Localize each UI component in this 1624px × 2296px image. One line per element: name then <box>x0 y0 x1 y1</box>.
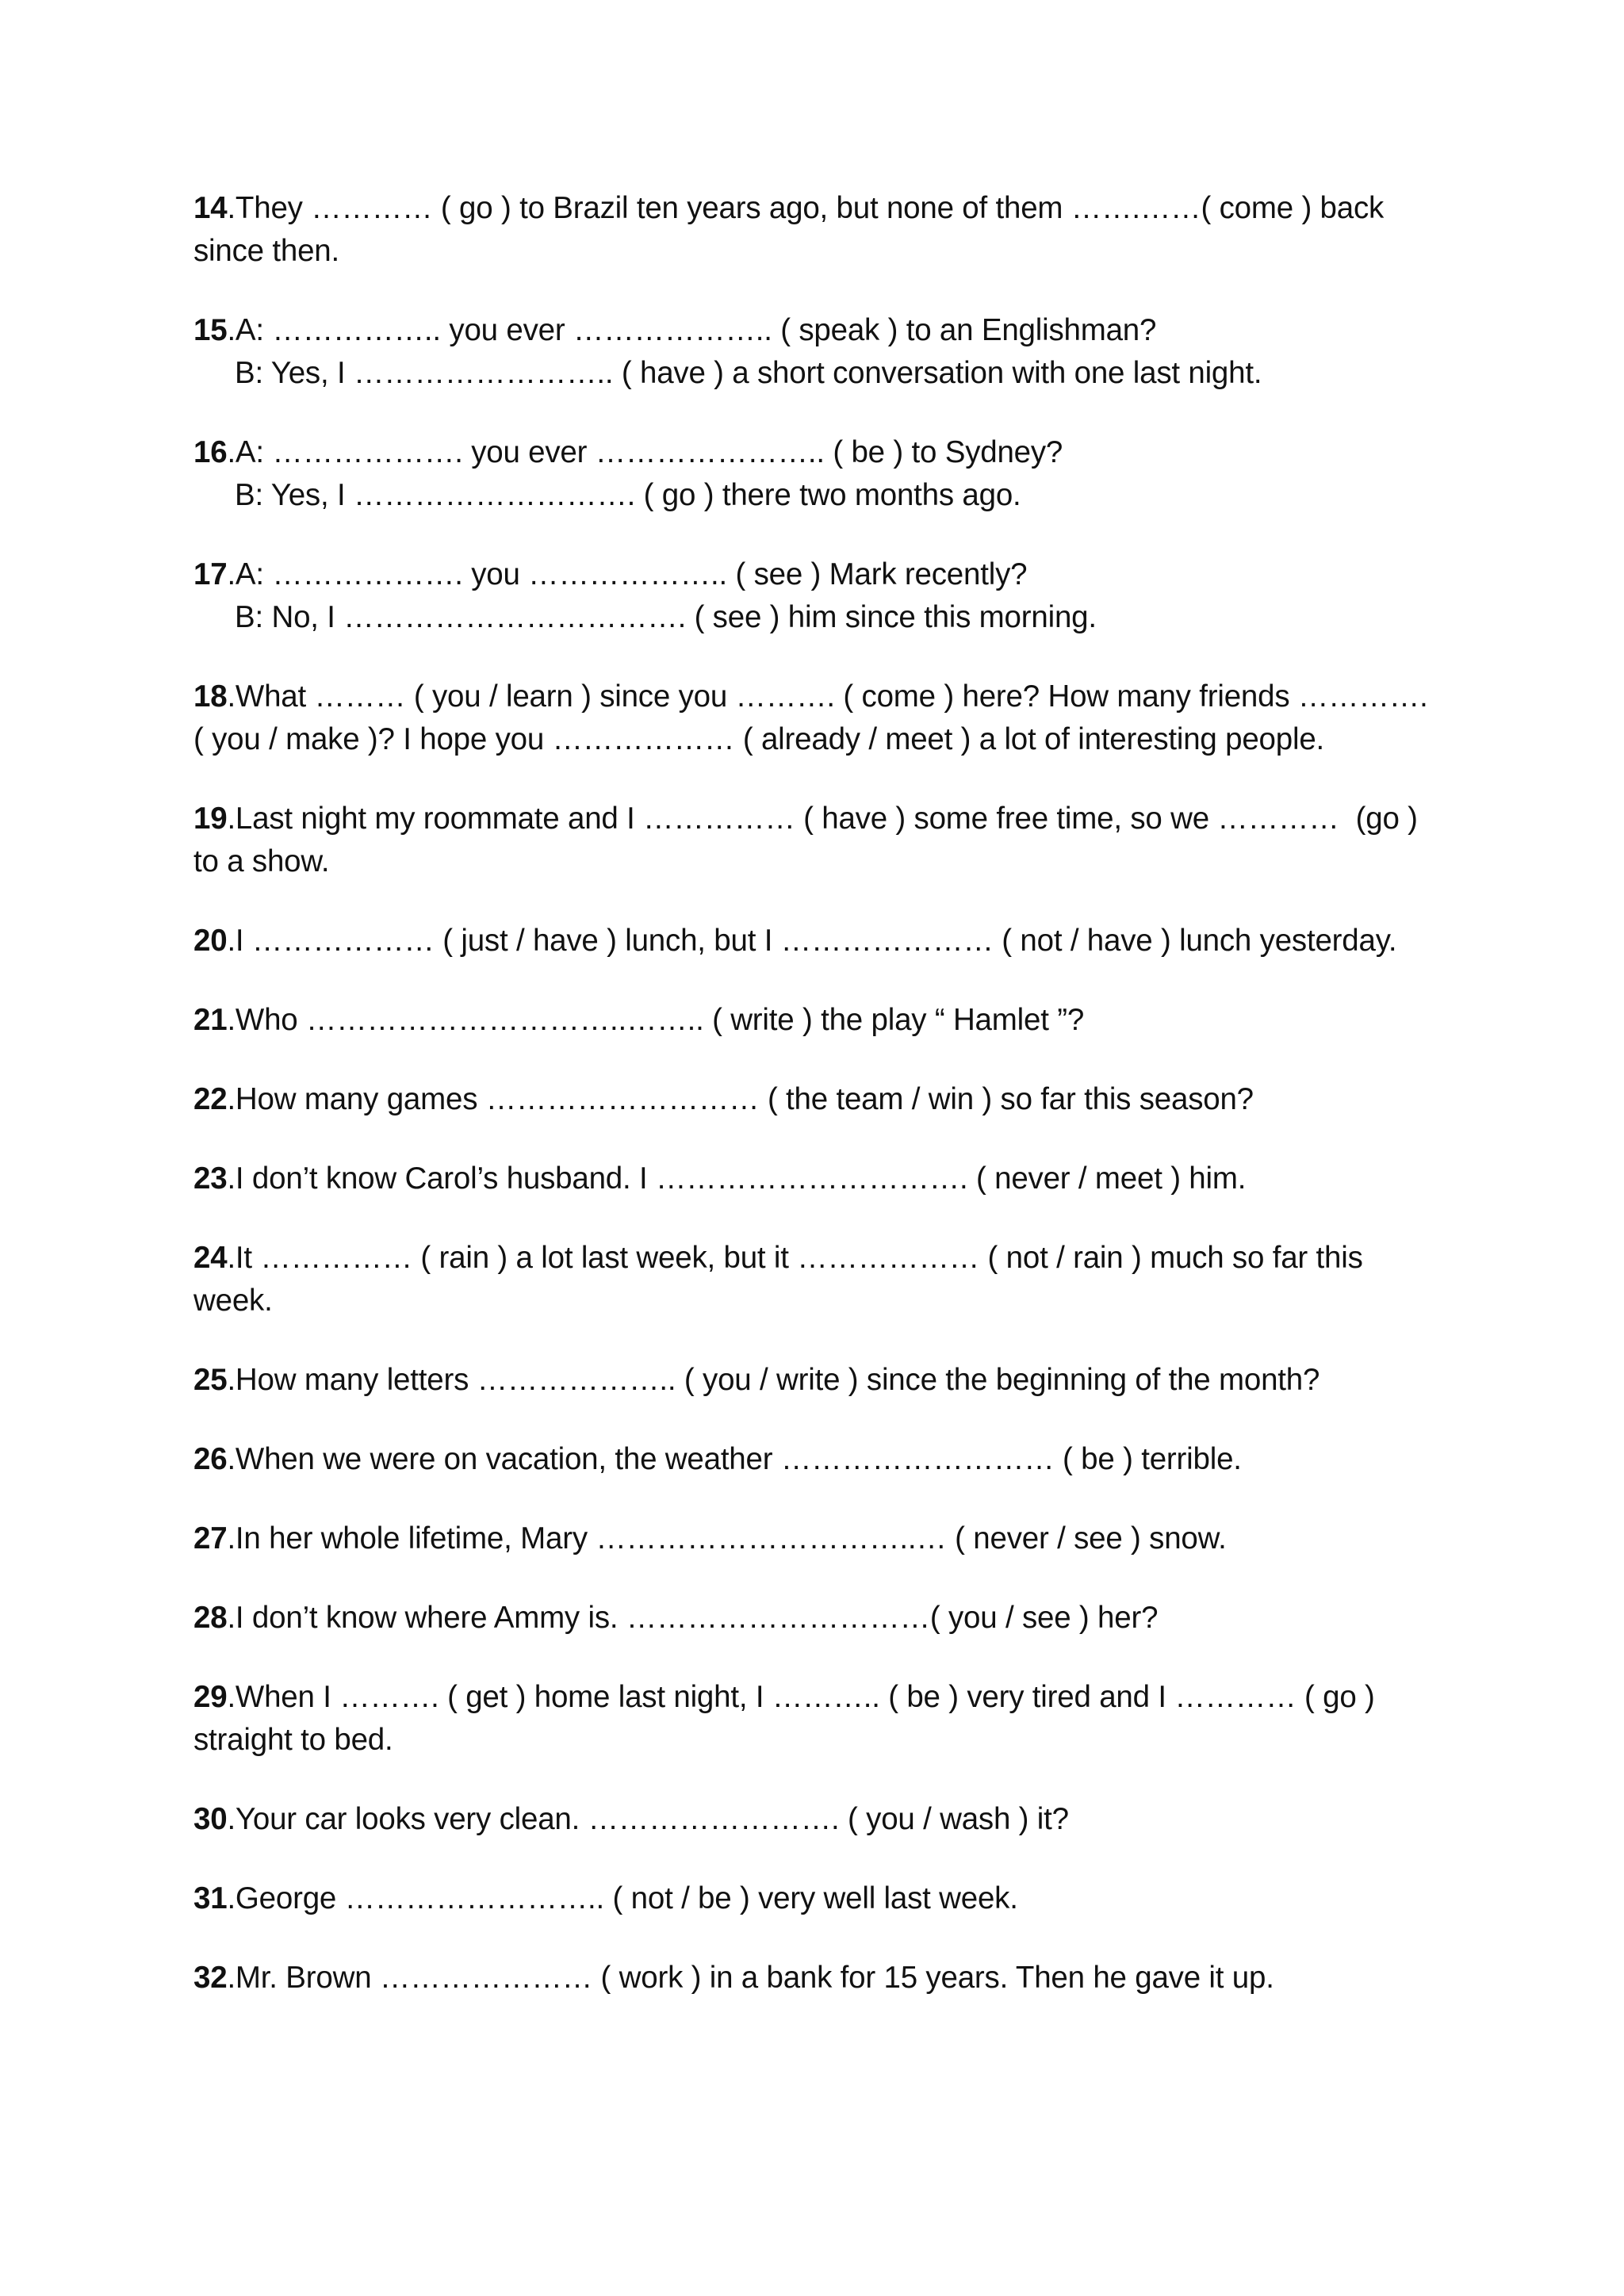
exercise-item <box>193 309 1462 395</box>
exercise-line <box>193 1359 1462 1402</box>
exercise-number: 14 <box>193 191 228 225</box>
exercise-text: .A: ………………. you ever ………………….. ( be ) to Sydney? <box>227 435 1063 469</box>
exercise-text: B: Yes, I ………………………. ( go ) there two months ago. <box>235 478 1021 512</box>
exercise-item <box>193 1237 1462 1322</box>
exercise-number: 25 <box>193 1363 228 1397</box>
exercise-text: straight to bed. <box>193 1723 393 1757</box>
exercise-text: .In her whole lifetime, Mary …………………………..… ( never / see ) snow. <box>227 1521 1227 1556</box>
exercise-number: 23 <box>193 1161 228 1196</box>
exercise-line <box>193 1957 1462 1999</box>
exercise-line <box>193 1877 1462 1920</box>
exercise-item <box>193 1877 1462 1920</box>
exercise-line <box>193 1438 1462 1481</box>
exercise-number: 31 <box>193 1881 228 1915</box>
exercise-text: .Mr. Brown ………………… ( work ) in a bank for 15 years. Then he gave it up. <box>227 1961 1274 1995</box>
exercise-item <box>193 999 1462 1042</box>
exercise-line <box>193 474 1462 517</box>
exercise-text: .It …………… ( rain ) a lot last week, but it ……………… ( not / rain ) much so far this <box>227 1241 1363 1275</box>
exercise-number: 27 <box>193 1521 228 1556</box>
exercise-line <box>193 1517 1462 1560</box>
exercise-item <box>193 675 1462 761</box>
exercise-text: .How many games ……………………… ( the team / win ) so far this season? <box>227 1082 1254 1116</box>
exercise-line <box>193 1280 1462 1322</box>
exercise-number: 29 <box>193 1680 228 1714</box>
exercise-line <box>193 187 1462 230</box>
exercise-line <box>193 596 1462 639</box>
exercise-line <box>193 798 1462 840</box>
exercise-number: 21 <box>193 1003 228 1037</box>
exercise-text: to a show. <box>193 844 330 878</box>
exercise-text: since then. <box>193 234 340 268</box>
exercise-line <box>193 920 1462 962</box>
exercise-text: .George …………………….. ( not / be ) very well last week. <box>227 1881 1018 1915</box>
exercise-item <box>193 1438 1462 1481</box>
exercise-line <box>193 352 1462 395</box>
exercise-number: 20 <box>193 924 228 958</box>
exercise-text: .I don’t know Carol’s husband. I …………………………. ( never / meet ) him. <box>227 1161 1247 1196</box>
exercise-number: 15 <box>193 313 228 347</box>
exercise-text: week. <box>193 1284 273 1318</box>
exercise-text: .A: ………………. you ……………….. ( see ) Mark recently? <box>227 557 1028 591</box>
exercise-item <box>193 1798 1462 1841</box>
exercise-line <box>193 1078 1462 1121</box>
exercise-text: .When we were on vacation, the weather ……………………… ( be ) terrible. <box>227 1442 1242 1476</box>
exercise-item <box>193 553 1462 639</box>
exercise-line <box>193 230 1462 273</box>
exercise-text: .Who …………………………..…….. ( write ) the play “ Hamlet ”? <box>227 1003 1085 1037</box>
exercise-line <box>193 1597 1462 1640</box>
exercise-number: 24 <box>193 1241 228 1275</box>
exercise-number: 32 <box>193 1961 228 1995</box>
exercise-number: 16 <box>193 435 228 469</box>
exercise-list <box>193 187 1462 2036</box>
exercise-item <box>193 920 1462 962</box>
exercise-line <box>193 553 1462 596</box>
exercise-text: .They ………… ( go ) to Brazil ten years ago, but none of them …….……( come ) back <box>227 191 1385 225</box>
exercise-number: 22 <box>193 1082 228 1116</box>
exercise-number: 19 <box>193 802 228 836</box>
exercise-text: .Last night my roommate and I …………… ( have ) some free time, so we ………… (go ) <box>227 802 1418 836</box>
exercise-line <box>193 1798 1462 1841</box>
exercise-text: .What ……… ( you / learn ) since you ………. ( come ) here? How many friends …………. <box>227 679 1428 714</box>
exercise-line <box>193 431 1462 474</box>
exercise-text: .I ……………… ( just / have ) lunch, but I ………………… ( not / have ) lunch yesterday. <box>227 924 1397 958</box>
exercise-item <box>193 1676 1462 1762</box>
exercise-line <box>193 1719 1462 1762</box>
exercise-item <box>193 1158 1462 1200</box>
exercise-line <box>193 675 1462 718</box>
exercise-text: .When I ………. ( get ) home last night, I ……….. ( be ) very tired and I ………… ( go ) <box>227 1680 1375 1714</box>
exercise-line <box>193 718 1462 761</box>
exercise-text: B: Yes, I …………………….. ( have ) a short conversation with one last night. <box>235 356 1262 390</box>
exercise-number: 18 <box>193 679 228 714</box>
exercise-item <box>193 187 1462 273</box>
exercise-number: 30 <box>193 1802 228 1836</box>
exercise-text: B: No, I ……………………………. ( see ) him since this morning. <box>235 600 1097 634</box>
exercise-line <box>193 999 1462 1042</box>
exercise-line <box>193 1676 1462 1719</box>
exercise-text: .A: …………….. you ever ……………….. ( speak ) to an Englishman? <box>227 313 1157 347</box>
exercise-number: 17 <box>193 557 228 591</box>
exercise-item <box>193 1078 1462 1121</box>
exercise-text: .Your car looks very clean. ……………………. ( you / wash ) it? <box>227 1802 1069 1836</box>
exercise-number: 26 <box>193 1442 228 1476</box>
exercise-item <box>193 1517 1462 1560</box>
exercise-text: .How many letters ……………….. ( you / write ) since the beginning of the month? <box>227 1363 1320 1397</box>
exercise-item <box>193 798 1462 883</box>
exercise-line <box>193 1158 1462 1200</box>
exercise-number: 28 <box>193 1601 228 1635</box>
exercise-text: .I don’t know where Ammy is. …………………………( you / see ) her? <box>227 1601 1159 1635</box>
exercise-item <box>193 1957 1462 1999</box>
exercise-item <box>193 1597 1462 1640</box>
exercise-text: ( you / make )? I hope you ……………… ( already / meet ) a lot of interesting people. <box>193 722 1325 756</box>
exercise-line <box>193 1237 1462 1280</box>
exercise-line <box>193 840 1462 883</box>
exercise-line <box>193 309 1462 352</box>
exercise-item <box>193 1359 1462 1402</box>
exercise-item <box>193 431 1462 517</box>
